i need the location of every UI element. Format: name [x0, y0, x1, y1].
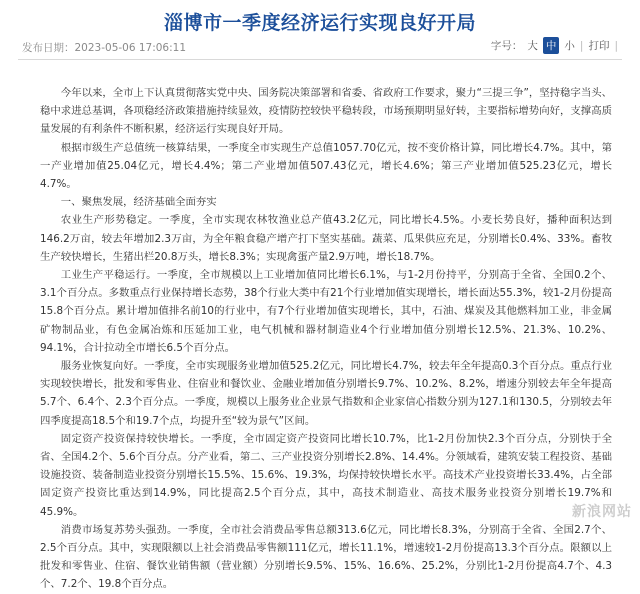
font-size-medium-button[interactable]: 中 [543, 37, 560, 54]
font-size-label: 字号： [490, 40, 523, 52]
article-paragraph: 服务业恢复向好。一季度，全市实现服务业增加值525.2亿元，同比增长4.7%，较去年全年提高0.3个百分点。重点行业实现较快增长，批发和零售业、住宿业和餐饮业、金融业增加值分别增长9.7%、10.2%、8.2%，增速分别较去年全年提高5.7个、6.4个、2.3个百分点。一季度，规模以上服务业企业景气指数和企业家信心指数分别为127.1和130.5，分别较去年四季度提高18.5个和19.7个点，均提升至“较为景气”区间。 [40, 360, 612, 427]
article-paragraph: 根据市级生产总值统一核算结果，一季度全市实现生产总值1057.70亿元，按不变价格计算，同比增长4.7%。其中，第一产业增加值25.04亿元，增长4.4%；第二产业增加值507.43亿元，增长4.6%；第三产业增加值525.23亿元，增长4.7%。 [40, 141, 612, 191]
toolbar-divider-2: | [614, 39, 618, 52]
font-size-large-button[interactable]: 大 [527, 40, 538, 52]
section-heading: 一、聚焦发展，经济基础全面夯实 [60, 196, 217, 209]
header-divider [18, 59, 622, 60]
article-body [40, 84, 612, 594]
article-paragraph: 今年以来，全市上下认真贯彻落实党中央、国务院决策部署和省委、省政府工作要求，聚力“三提三争”，坚持稳字当头、稳中求进总基调，各项稳经济政策措施持续显效，疫情防控较快平稳转段，市场预期明显好转，主要指标增势向好，支撑高质量发展的有利条件不断积累，经济运行实现良好开局。 [40, 87, 612, 136]
print-button[interactable]: 打印 [588, 40, 610, 52]
article-paragraph: 消费市场复苏势头强劲。一季度，全市社会消费品零售总额313.6亿元，同比增长8.3%，分别高于全省、全国2.7个、2.5个百分点。其中，实现限额以上社会消费品零售额111亿元，增长11.1%，增速较1-2月份提高13.3个百分点。限额以上批发和零售业、住宿、餐饮业销售额（营业额）分别增长9.5%、15%、16.6%、25.2%，分别比1-2月份提高4.7个、4.3个、7.2个、19.8个百分点。 [40, 523, 612, 591]
article-paragraph: 工业生产平稳运行。一季度，全市规模以上工业增加值同比增长6.1%，与1-2月份持平，分别高于全省、全国0.2个、3.1个百分点。多数重点行业保持增长态势，38个行业大类中有21个行业增加值实现增长，增长面达55.3%，较1-2月份提高15.8个百分点。累计增加值排名前10的行业中，有7个行业增加值实现增长，其中，石油、煤炭及其他燃料加工业，非金属矿物制品业，有色金属冶炼和压延加工业，电气机械和器材制造业4个行业增加值分别增长12.5%、21.3%、10.2%、94.1%，合计拉动全市增长6.5个百分点。 [40, 269, 612, 354]
toolbar-divider: | [579, 39, 584, 52]
article-title: 淄博市一季度经济运行实现良好开局 [163, 12, 476, 34]
font-size-toolbar [491, 37, 618, 54]
publish-date: 发布日期：2023-05-06 17:06:11 [22, 42, 187, 54]
font-size-small-button[interactable]: 小 [564, 40, 575, 52]
article-paragraph: 农业生产形势稳定。一季度，全市实现农林牧渔业总产值43.2亿元，同比增长4.5%。小麦长势良好，播种面积达到146.2万亩，较去年增加2.3万亩，为全年粮食稳产增产打下坚实基础。蔬菜、瓜果供应充足，分别增长0.4%、33%。畜牧生产较快增长，生猪出栏20.8万头，增长8.3%；实现禽蛋产量2.9万吨，增长18.7%。 [40, 214, 612, 263]
article-paragraph: 固定资产投资保持较快增长。一季度，全市固定资产投资同比增长10.7%，比1-2月份加快2.3个百分点，分别快于全省、全国4.2个、5.6个百分点。分产业看，第二、三产业投资分别增长2.8%、14.4%。分领域看，建筑安装工程投资、基础设施投资、装备制造业投资分别增长15.5%、15.6%、19.3%，均保持较快增长水平。高技术产业投资增长33.4%，占全部固定资产投资比重达到14.9%，同比提高2.5个百分点，其中，高技术制造业、高技术服务业投资分别增长19.7%和45.9%。 [40, 432, 612, 518]
site-watermark: 新浪网站 [572, 504, 632, 520]
